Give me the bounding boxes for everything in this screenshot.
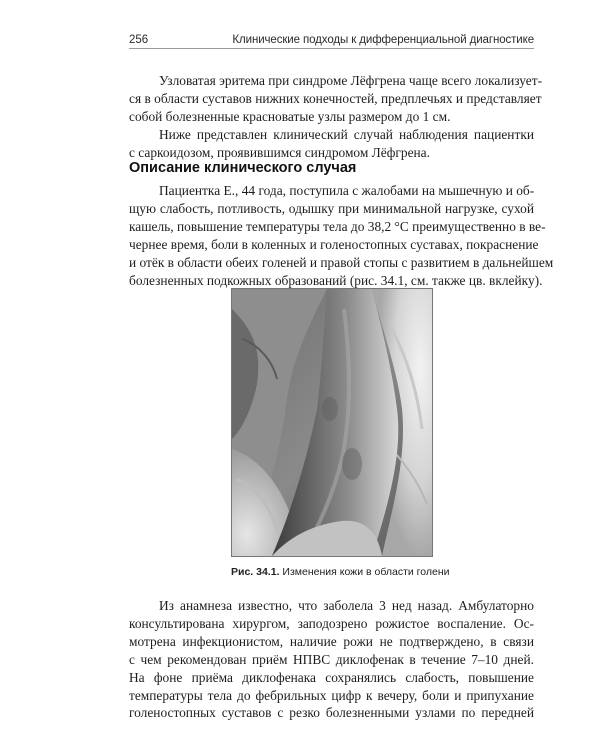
caption-text: Изменения кожи в области голени [282, 566, 450, 578]
text-line: На фоне приёма диклофенака сохранялись слабость, повышение [129, 669, 534, 685]
section-title: Описание клинического случая [129, 160, 357, 176]
text-line: Узловатая эритема при синдроме Лёфгрена чаще всего локализует- [159, 73, 543, 88]
text-line: чернее время, боли в коленных и голеностопных суставах, покраснение [129, 236, 539, 252]
text-line: Пациентка Е., 44 года, поступила с жалобами на мышечную и об- [159, 183, 535, 198]
text-line: щую слабость, потливость, одышку при минимальной нагрузке, сухой [129, 200, 534, 216]
caption-label: Рис. 34.1. [231, 566, 280, 578]
text-line: болезненных подкожных образований (рис. 34.1, см. также цв. вклейку). [129, 272, 543, 288]
figure-caption [231, 566, 450, 578]
paragraph-erythema [129, 72, 543, 126]
page-header [129, 28, 534, 48]
text-line: и отёк в области обеих голеней и правой стопы с развитием в дальнейшем [129, 254, 554, 270]
text-line: голеностопных суставов с резко болезненными узлами по передней [129, 705, 534, 721]
text-line: Ниже представлен клинический случай наблюдения пациентки [159, 127, 534, 142]
header-rule [129, 48, 534, 49]
paragraph-case-intro [129, 126, 534, 162]
text-line: температуры тела до фебрильных цифр к вечеру, боли и припухание [129, 687, 534, 703]
text-line: собой болезненные красноватые узлы размером до 1 см. [129, 108, 451, 124]
text-line: с саркоидозом, проявившимся синдромом Лёфгрена. [129, 144, 430, 160]
text-line: ся в области суставов нижних конечностей, предплечьях и представляет [129, 90, 542, 106]
leg-photo-image [232, 289, 432, 556]
page-number: 256 [129, 34, 149, 46]
running-title: Клинические подходы к дифференциальной диагностике [232, 34, 534, 46]
paragraph-anamnesis [129, 597, 534, 722]
text-line: консультирована хирургом, заподозрено рожистое воспаление. Ос- [129, 615, 534, 631]
text-line: с чем рекомендован приём НПВС диклофенак в течение 7–10 дней. [129, 651, 534, 667]
text-line: мотрена инфекционистом, наличие рожи не подтверждено, в связи [129, 633, 534, 649]
text-line: кашель, повышение температуры тела до 38,2 °С преимущественно в ве- [129, 218, 546, 234]
text-line: Из анамнеза известно, что заболела 3 нед назад. Амбулаторно [159, 598, 534, 613]
paragraph-patient [129, 182, 554, 289]
figure-photo [231, 288, 433, 557]
